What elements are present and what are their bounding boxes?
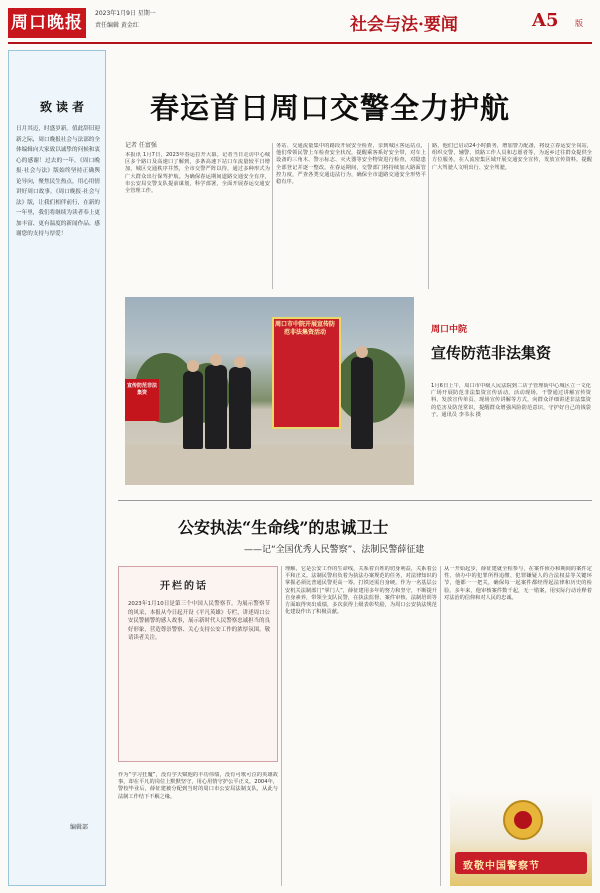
person-head	[356, 346, 368, 358]
side-story-title: 宣传防范非法集资	[431, 344, 552, 362]
column-divider	[281, 566, 282, 886]
reader-letter-signature: 编辑部	[70, 824, 89, 831]
reader-letter-body: 日月其迈，时盛岁新。值此辞旧迎新之际，周口晚报社会与法部的全体编辑向大家致以诚挚的问候和衷心的感谢！过去的一年，《周口晚报·社会与法》版始终坚持正确舆论导向，聚焦民生热点，用心用情讲好周口故事。《周口晚报·社会与法》版，让我们相伴前行，在新的一年里，我们将继续为读者奉上更加丰富、更有温度的新闻作品。感谢您的支持与厚爱！	[16, 126, 100, 237]
column-divider	[272, 143, 273, 289]
column-intro-body: 2023年1月10日是第三个中国人民警察节。为展示警察节的风采，本报从今日起开设《平凡英雄》专栏，讲述周口公安民警辅警的感人故事，展示新时代人民警察忠诚担当的良好形象，营造尊崇警察、关心支持公安工作的浓厚氛围。敬请读者关注。	[128, 601, 270, 642]
ground	[125, 445, 414, 485]
person-figure	[351, 357, 373, 449]
person-head	[210, 354, 222, 366]
person-head	[234, 356, 246, 368]
column-intro-title: 开栏的话	[160, 581, 208, 592]
column-divider	[428, 143, 429, 289]
photo-banner-text: 宣传防范非法集资	[127, 383, 158, 396]
news-photo	[125, 297, 414, 485]
main-article-column-1: 本报讯 1月7日，2023年春运拉开大幕。记者当日走访中心城区多个路口及高速口了解到，多条高速下站口车流量较平日增加，城区交通秩序井然，全市交警严阵以待，通过多种形式为广大群众出行保驾护航。为确保春运期间道路交通安全有序，市公安局交警支队提前谋划，科学部署，全面开展春运交通安全管理工作。	[125, 152, 270, 195]
photo-board-text: 周口市中院开展宣传防范非法集资活动	[275, 321, 336, 336]
section-title: 社会与法·要闻	[350, 15, 458, 35]
second-article-column-2: 理解，它是公安工作的生命线，关系着百姓的切身利益，关系着公平和正义。法制民警肩负着为执法办案规范的任务，对法律知识的掌握必须比普通民警更高一筹。打铁还需自身硬。作为一名基层公安机关法制部门“掌门人”，薛征建用多年的努力和坚守，不断提升自身素养，带领全支队民警，在执法监督、案件审核、法制培训等方面取得突出成绩，多次获得上级表彰奖励，为周口公安执法规范化建设作出了积极贡献。	[285, 566, 437, 616]
main-headline: 春运首日周口交警全力护航	[150, 91, 511, 125]
page-number: A5	[532, 10, 559, 31]
main-byline: 记者 任富强	[125, 142, 157, 149]
person-figure	[205, 365, 227, 449]
header-rule	[8, 42, 592, 44]
main-article-column-2: 务站、交通流量集中的路段开展安全检查，亲到城区客运站点，他们带领民警上车检查安全状况，提醒乘客系好安全带，对车上设备的三角木、警示标志、灭火器等安全物资进行检查，对隐患全部登记并逐一整改。在春运期间，交警部门将持续加大路面管控力度，严查各类交通违法行为，确保全市道路交通安全形势平稳有序。	[276, 143, 426, 186]
second-headline: 公安执法“生命线”的忠诚卫士	[178, 518, 389, 537]
section-divider	[118, 500, 592, 501]
police-emblem-center	[514, 811, 532, 829]
police-day-text: 致敬中国警察节	[463, 861, 540, 872]
page-suffix: 版	[575, 19, 583, 28]
side-story-body: 1月6日上午，周口市中级人民法院到二店子管理街中心城区立一文化广场开展防范非法集资宣传活动。活动现场，干警通过讲解宣传资料、发放宣传单页、现场宣传讲解等方式，向群众详细讲述非法集资的危害及防范常识，提醒群众增强风险防范意识，守护好自己的钱袋子。通讯员 李书永 摄	[431, 383, 591, 418]
second-article-column-3: 从一开始起步，薛征建就全程参与，在案件侦办和期间的案件定性、侦办中的犯罪所得追缴、犯罪嫌疑人的合法权益等关键环节，他都一一把关，确保每一起案件都经得起法律和历史的检验。多年来，他审核案件数千起，无一错案，用实际行动诠释着对法治的信仰和对人民的忠诚。	[444, 566, 592, 601]
person-figure	[183, 371, 203, 449]
issue-date: 2023年1月9日 星期一	[95, 10, 156, 17]
person-figure	[229, 367, 251, 449]
reader-letter-title: 致读者	[40, 100, 89, 114]
editor-credit: 责任编辑 黄金红	[95, 22, 139, 29]
masthead-logo: 周口晚报	[8, 8, 86, 38]
column-divider	[440, 566, 441, 886]
second-article-column-1: 作为“学习狂魔”，没有学天赋他的丰功伟绩，没有可歌可泣的英雄故事，却在平凡的岗位上默默坚守，用心用情守护公平正义。2004年，警校毕业后，薛征建被分配到当时的周口市公安局法制支队，从此与法制工作结下不解之缘。	[118, 772, 278, 800]
second-subheadline: ——记“全国优秀人民警察”、法制民警薛征建	[244, 545, 425, 555]
person-head	[187, 360, 199, 372]
side-story-label: 周口中院	[431, 325, 468, 335]
main-article-column-3: 路，他们已启动24小时勤务，增加警力配备，将设立春运安全岗站，组织交警、辅警、铁路工作人员和志愿者等，为返乡过往群众提供全方位服务。在人流密集区域开展交通安全宣传，发放宣传资料，提醒广大驾驶人文明出行、安全驾驶。	[432, 143, 592, 171]
